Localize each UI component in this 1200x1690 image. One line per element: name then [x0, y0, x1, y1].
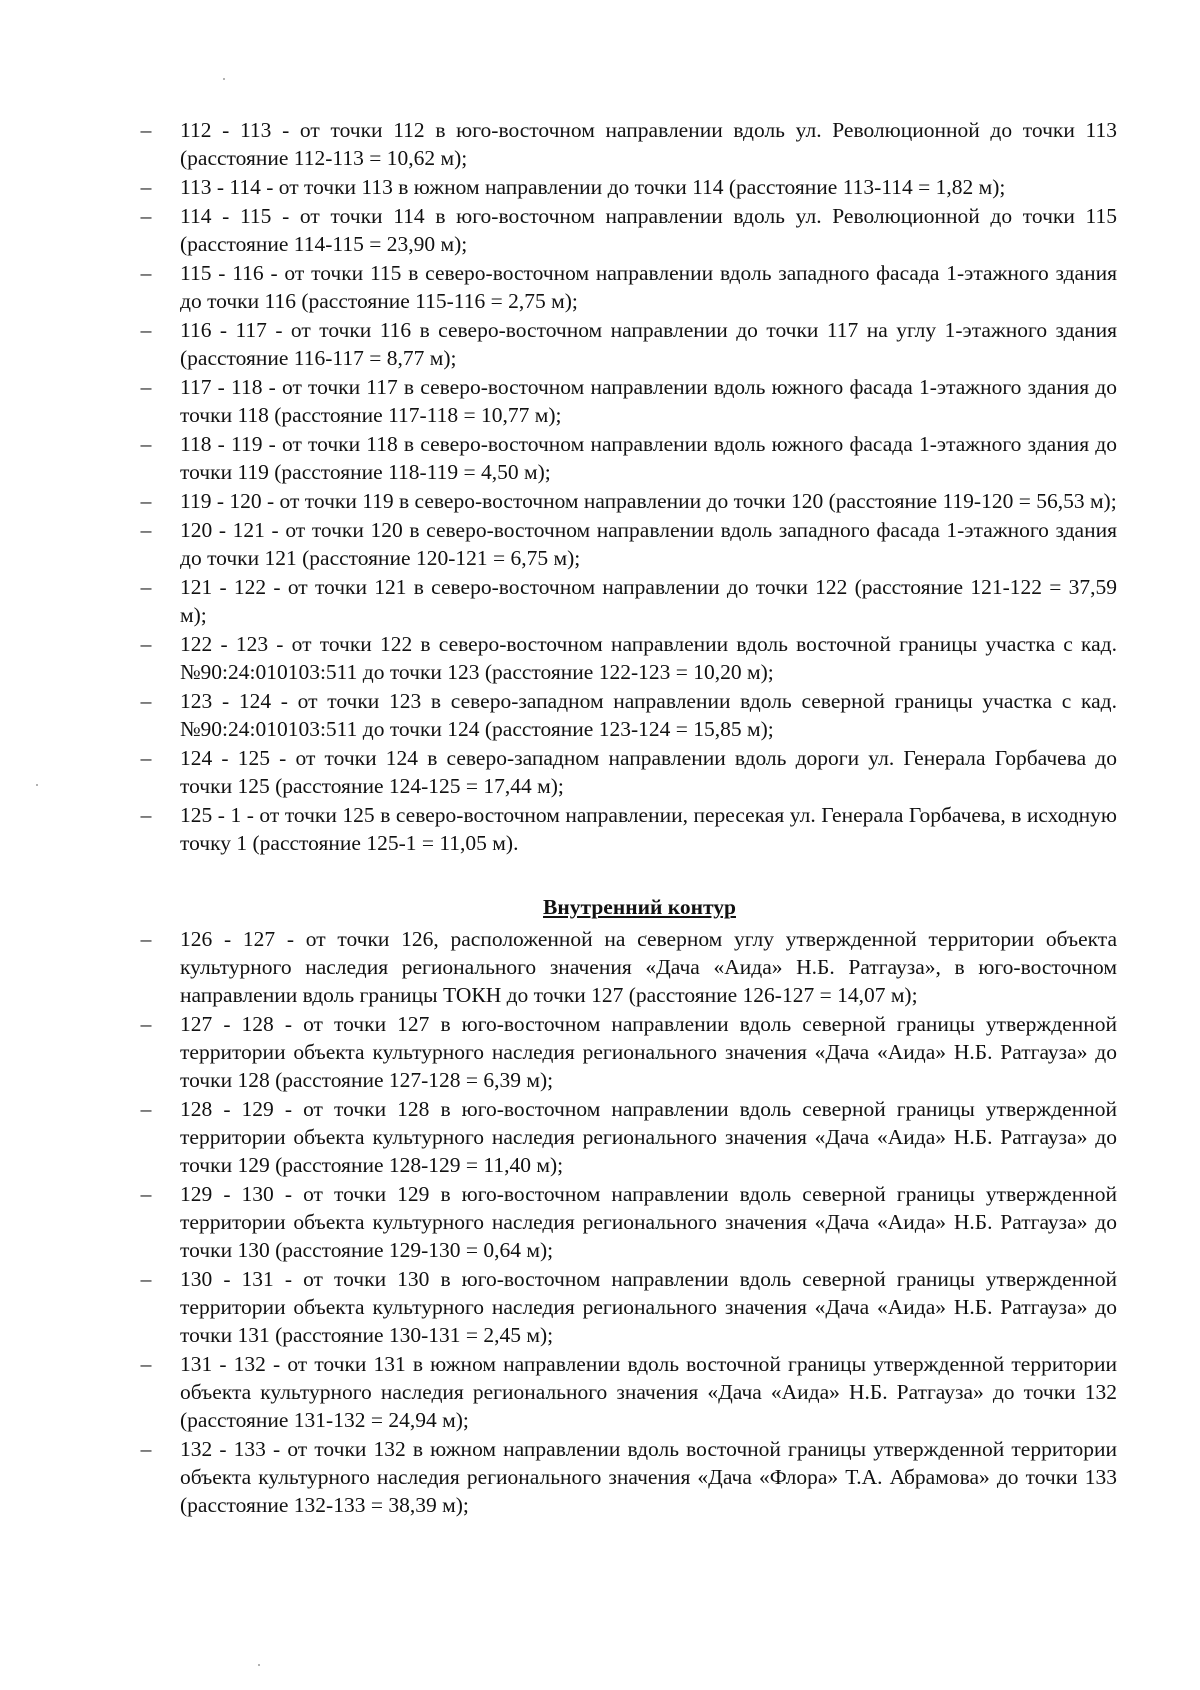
list-item-text: 114 - 115 - от точки 114 в юго-восточном направлении вдоль ул. Революционной до точки 115 (расстояние 114-115 = 23,90 м); [180, 204, 1117, 256]
list-item-text: 131 - 132 - от точки 131 в южном направлении вдоль восточной границы утвержденной территории объекта культурного наследия регионального значения «Дача «Аида» Н.Б. Ратгауза» до точки 132 (расстояние 131-132 = 24,94 м); [180, 1352, 1117, 1432]
list-item-text: 126 - 127 - от точки 126, расположенной на северном углу утвержденной территории объекта культурного наследия регионального значения «Дача «Аида» Н.Б. Ратгауза», в юго-восточном направлении вдоль границы ТОКН до точки 127 (расстояние 126-127 = 14,07 м); [180, 927, 1117, 1007]
list-item [122, 116, 1117, 172]
list-item-text: 115 - 116 - от точки 115 в северо-восточном направлении вдоль западного фасада 1-этажного здания до точки 116 (расстояние 115-116 = 2,75 м); [180, 261, 1117, 313]
list-item-text: 112 - 113 - от точки 112 в юго-восточном направлении вдоль ул. Революционной до точки 113 (расстояние 112-113 = 10,62 м); [180, 118, 1117, 170]
list-dash: – [140, 261, 152, 285]
list-item [122, 630, 1117, 686]
list-item [122, 1180, 1117, 1264]
list-dash: – [140, 803, 152, 827]
list-item [122, 801, 1117, 857]
list-dash: – [140, 1352, 152, 1376]
list-item-text: 117 - 118 - от точки 117 в северо-восточном направлении вдоль южного фасада 1-этажного здания до точки 118 (расстояние 117-118 = 10,77 м); [180, 375, 1117, 427]
list-item [122, 373, 1117, 429]
scan-speck [258, 1664, 260, 1666]
list-dash: – [140, 518, 152, 542]
list-dash: – [140, 489, 152, 513]
list-item-text: 123 - 124 - от точки 123 в северо-западном направлении вдоль северной границы участка с кад. №90:24:010103:511 до точки 124 (расстояние 123-124 = 15,85 м); [180, 689, 1117, 741]
list-item [122, 487, 1117, 515]
scan-speck [223, 78, 225, 80]
list-item-text: 130 - 131 - от точки 130 в юго-восточном направлении вдоль северной границы утвержденной территории объекта культурного наследия регионального значения «Дача «Аида» Н.Б. Ратгауза» до точки 131 (расстояние 130-131 = 2,45 м); [180, 1267, 1117, 1347]
list-item [122, 1010, 1117, 1094]
list-item [122, 573, 1117, 629]
list-dash: – [140, 1267, 152, 1291]
list-dash: – [140, 746, 152, 770]
list-item-text: 129 - 130 - от точки 129 в юго-восточном направлении вдоль северной границы утвержденной территории объекта культурного наследия регионального значения «Дача «Аида» Н.Б. Ратгауза» до точки 130 (расстояние 129-130 = 0,64 м); [180, 1182, 1117, 1262]
list-item-text: 119 - 120 - от точки 119 в северо-восточном направлении до точки 120 (расстояние 119-120 = 56,53 м); [180, 489, 1117, 513]
list-dash: – [140, 1437, 152, 1461]
list-item-text: 124 - 125 - от точки 124 в северо-западном направлении вдоль дороги ул. Генерала Горбачева до точки 125 (расстояние 124-125 = 17,44 м); [180, 746, 1117, 798]
list-dash: – [140, 575, 152, 599]
list-item-text: 127 - 128 - от точки 127 в юго-восточном направлении вдоль северной границы утвержденной территории объекта культурного наследия регионального значения «Дача «Аида» Н.Б. Ратгауза» до точки 128 (расстояние 127-128 = 6,39 м); [180, 1012, 1117, 1092]
list-dash: – [140, 175, 152, 199]
list-dash: – [140, 318, 152, 342]
list-item [122, 1350, 1117, 1434]
section-heading-inner-contour: Внутренний контур [543, 895, 736, 919]
list-item-text: 118 - 119 - от точки 118 в северо-восточном направлении вдоль южного фасада 1-этажного здания до точки 119 (расстояние 118-119 = 4,50 м); [180, 432, 1117, 484]
list-item-text: 116 - 117 - от точки 116 в северо-восточном направлении до точки 117 на углу 1-этажного здания (расстояние 116-117 = 8,77 м); [180, 318, 1117, 370]
list-dash: – [140, 1012, 152, 1036]
inner-contour-list [122, 925, 1117, 1519]
list-item [122, 202, 1117, 258]
list-item-text: 128 - 129 - от точки 128 в юго-восточном направлении вдоль северной границы утвержденной территории объекта культурного наследия регионального значения «Дача «Аида» Н.Б. Ратгауза» до точки 129 (расстояние 128-129 = 11,40 м); [180, 1097, 1117, 1177]
list-dash: – [140, 432, 152, 456]
list-item-text: 122 - 123 - от точки 122 в северо-восточном направлении вдоль восточной границы участка с кад. №90:24:010103:511 до точки 123 (расстояние 122-123 = 10,20 м); [180, 632, 1117, 684]
list-item [122, 1265, 1117, 1349]
list-item-text: 132 - 133 - от точки 132 в южном направлении вдоль восточной границы утвержденной территории объекта культурного наследия регионального значения «Дача «Флора» Т.А. Абрамова» до точки 133 (расстояние 132-133 = 38,39 м); [180, 1437, 1117, 1517]
list-item [122, 259, 1117, 315]
list-item [122, 430, 1117, 486]
list-dash: – [140, 204, 152, 228]
list-item-text: 120 - 121 - от точки 120 в северо-восточном направлении вдоль западного фасада 1-этажного здания до точки 121 (расстояние 120-121 = 6,75 м); [180, 518, 1117, 570]
list-dash: – [140, 927, 152, 951]
list-item [122, 744, 1117, 800]
list-item [122, 173, 1117, 201]
list-dash: – [140, 1097, 152, 1121]
list-item [122, 925, 1117, 1009]
list-dash: – [140, 1182, 152, 1206]
list-item-text: 121 - 122 - от точки 121 в северо-восточном направлении до точки 122 (расстояние 121-122 = 37,59 м); [180, 575, 1117, 627]
document-body [122, 116, 1117, 1520]
list-item [122, 1435, 1117, 1519]
list-dash: – [140, 118, 152, 142]
list-dash: – [140, 632, 152, 656]
outer-contour-list [122, 116, 1117, 857]
list-item [122, 516, 1117, 572]
scan-speck [36, 784, 38, 786]
list-item [122, 1095, 1117, 1179]
list-item [122, 316, 1117, 372]
list-item-text: 125 - 1 - от точки 125 в северо-восточном направлении, пересекая ул. Генерала Горбачева, в исходную точку 1 (расстояние 125-1 = 11,05 м). [180, 803, 1117, 855]
list-item-text: 113 - 114 - от точки 113 в южном направлении до точки 114 (расстояние 113-114 = 1,82 м); [180, 175, 1006, 199]
list-dash: – [140, 375, 152, 399]
list-item [122, 687, 1117, 743]
list-dash: – [140, 689, 152, 713]
